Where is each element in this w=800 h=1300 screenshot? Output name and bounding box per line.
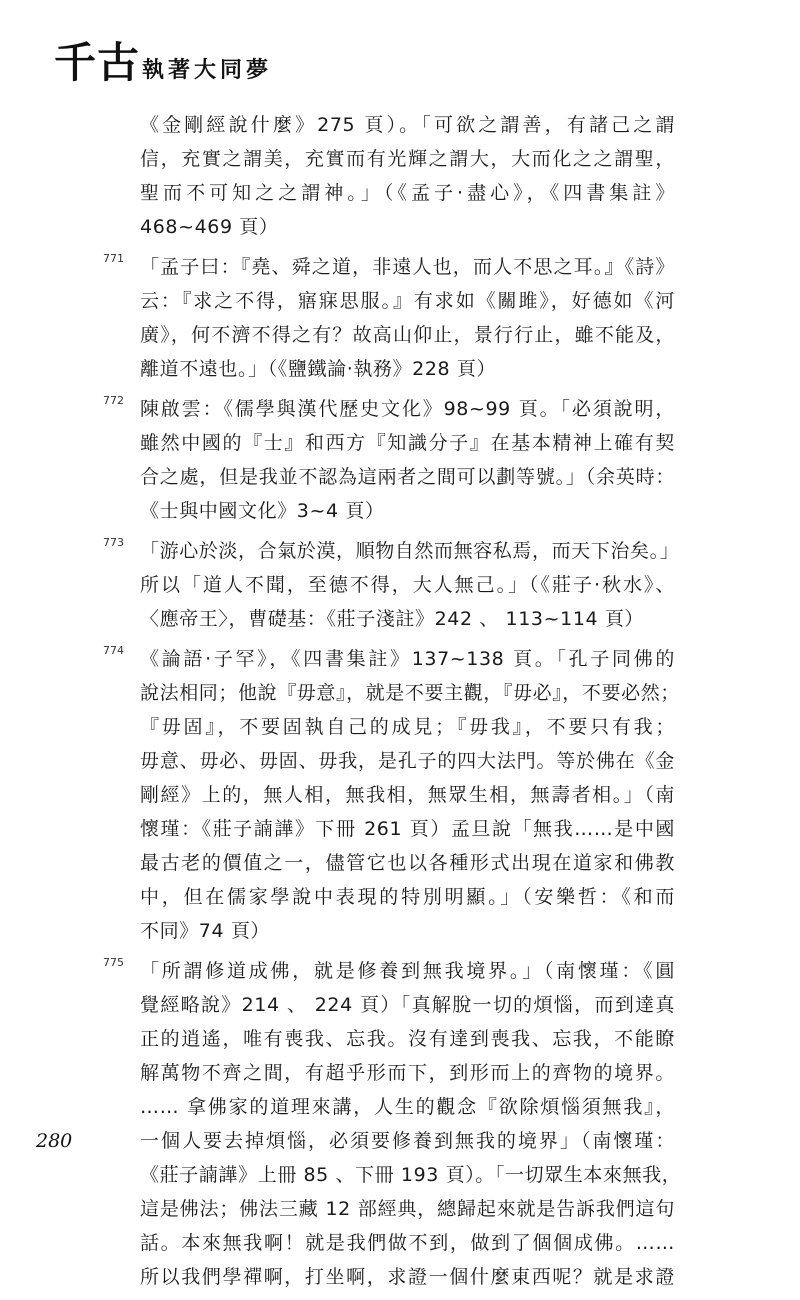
footnote-line: 解萬物不齊之間，有超乎形而下，到形而上的齊物的境界。: [140, 1062, 675, 1084]
footnote: [0, 642, 800, 948]
footnote-line: 468~469 頁）: [140, 216, 279, 238]
page-number: 280: [36, 1130, 73, 1152]
footnote-line: 〈應帝王〉，曹礎基：《莊子淺註》242 、 113~114 頁）: [140, 608, 645, 630]
footnote-text: [140, 642, 680, 948]
footnote-line: 云：『求之不得，寤寐思服。』有求如《關雎》，好德如《河: [140, 290, 675, 312]
footnote-line: 這是佛法；佛法三藏 12 部經典，總歸起來就是告訴我們這句: [140, 1198, 675, 1220]
footnote: [0, 250, 800, 386]
footnote-line: 「游心於淡，合氣於漠，順物自然而無容私焉，而天下治矣。」: [140, 540, 680, 562]
footnote-line: 毋意、毋必、毋固、毋我，是孔子的四大法門。等於佛在《金: [140, 750, 675, 772]
footnote-line: 所以「道人不聞，至德不得，大人無己。」（《莊子‧秋水》、: [140, 574, 675, 596]
footnote-line: 《士與中國文化》3~4 頁）: [140, 500, 385, 522]
running-header: [54, 30, 272, 86]
footnote-line: 覺經略說》214 、 224 頁）「真解脫一切的煩惱，而到達真: [140, 994, 675, 1016]
footnote-line: 合之處，但是我並不認為這兩者之間可以劃等號。」（余英時：: [140, 466, 675, 488]
footnote-line: 雖然中國的『士』和西方『知識分子』在基本精神上確有契: [140, 432, 675, 454]
footnote-text: [140, 108, 675, 244]
footnote-line: 剛經》上的，無人相，無我相，無眾生相，無壽者相。」（南: [140, 784, 675, 806]
footnote-line: 不同》74 頁）: [140, 920, 271, 942]
footnote-line: 聖而不可知之之謂神。」（《孟子‧盡心》，《四書集註》: [140, 182, 675, 204]
footnote-line: …… 拿佛家的道理來講，人生的觀念『欲除煩惱須無我』，: [140, 1096, 675, 1118]
footnote-line: 『毋固』，不要固執自己的成見；『毋我』，不要只有我；: [140, 716, 675, 738]
footnote: [0, 954, 800, 1294]
footnote-line: 話。本來無我啊！就是我們做不到，做到了個個成佛。……: [140, 1232, 675, 1254]
footnote-line: 《金剛經說什麼》275 頁）。「可欲之謂善，有諸己之謂: [140, 114, 675, 136]
footnote-line: 說法相同；他說『毋意』，就是不要主觀，『毋必』，不要必然；: [140, 682, 680, 704]
footnote-line: 《論語‧子罕》，《四書集註》137~138 頁。「孔子同佛的: [140, 648, 675, 670]
footnote-number: 775: [103, 956, 124, 969]
footnote-text: [140, 392, 675, 528]
footnote-line: 信，充實之謂美，充實而有光輝之謂大，大而化之之謂聖，: [140, 148, 675, 170]
footnote-number: 774: [103, 644, 124, 657]
footnote-number: 773: [103, 536, 124, 549]
footnote: [0, 392, 800, 528]
footnote-line: 「所謂修道成佛，就是修養到無我境界。」（南懷瑾：《圓: [140, 960, 675, 982]
footnote-line: 最古老的價值之一，儘管它也以各種形式出現在道家和佛教: [140, 852, 675, 874]
footnote-line: 一個人要去掉煩惱，必須要修養到無我的境界」（南懷瑾：: [140, 1130, 675, 1152]
footnote-line: 所以我們學禪啊，打坐啊，求證一個什麼東西呢？就是求證: [140, 1266, 675, 1288]
footnote-line: 《莊子諵譁》上冊 85 、下冊 193 頁）。「一切眾生本來無我，: [140, 1164, 682, 1186]
footnote-line: 中，但在儒家學說中表現的特別明顯。」（安樂哲：《和而: [140, 886, 675, 908]
book-title-small: 執著大同夢: [142, 57, 273, 83]
footnote-text: [140, 534, 680, 636]
footnote: [0, 108, 800, 244]
footnote-line: 離道不遠也。」（《鹽鐵論‧執務》228 頁）: [140, 358, 497, 380]
footnote-number: 772: [103, 394, 124, 407]
footnote-line: 陳啟雲：《儒學與漢代歷史文化》98~99 頁。「必須說明，: [140, 398, 675, 420]
book-title-large: 千古: [54, 38, 141, 87]
footnotes: [0, 108, 800, 1300]
footnote-line: 懷瑾：《莊子諵譁》下冊 261 頁）孟旦說「無我……是中國: [140, 818, 675, 840]
footnote-line: 正的逍遙，唯有喪我、忘我。沒有達到喪我、忘我，不能瞭: [140, 1028, 675, 1050]
footnote-line: 廣》，何不濟不得之有？故高山仰止，景行行止，雖不能及，: [140, 324, 675, 346]
footnote-text: [140, 250, 675, 386]
footnote-text: [140, 954, 682, 1294]
footnote: [0, 534, 800, 636]
footnote-number: 771: [103, 252, 124, 265]
footnote-line: 「孟子曰：『堯、舜之道，非遠人也，而人不思之耳。』《詩》: [140, 256, 675, 278]
